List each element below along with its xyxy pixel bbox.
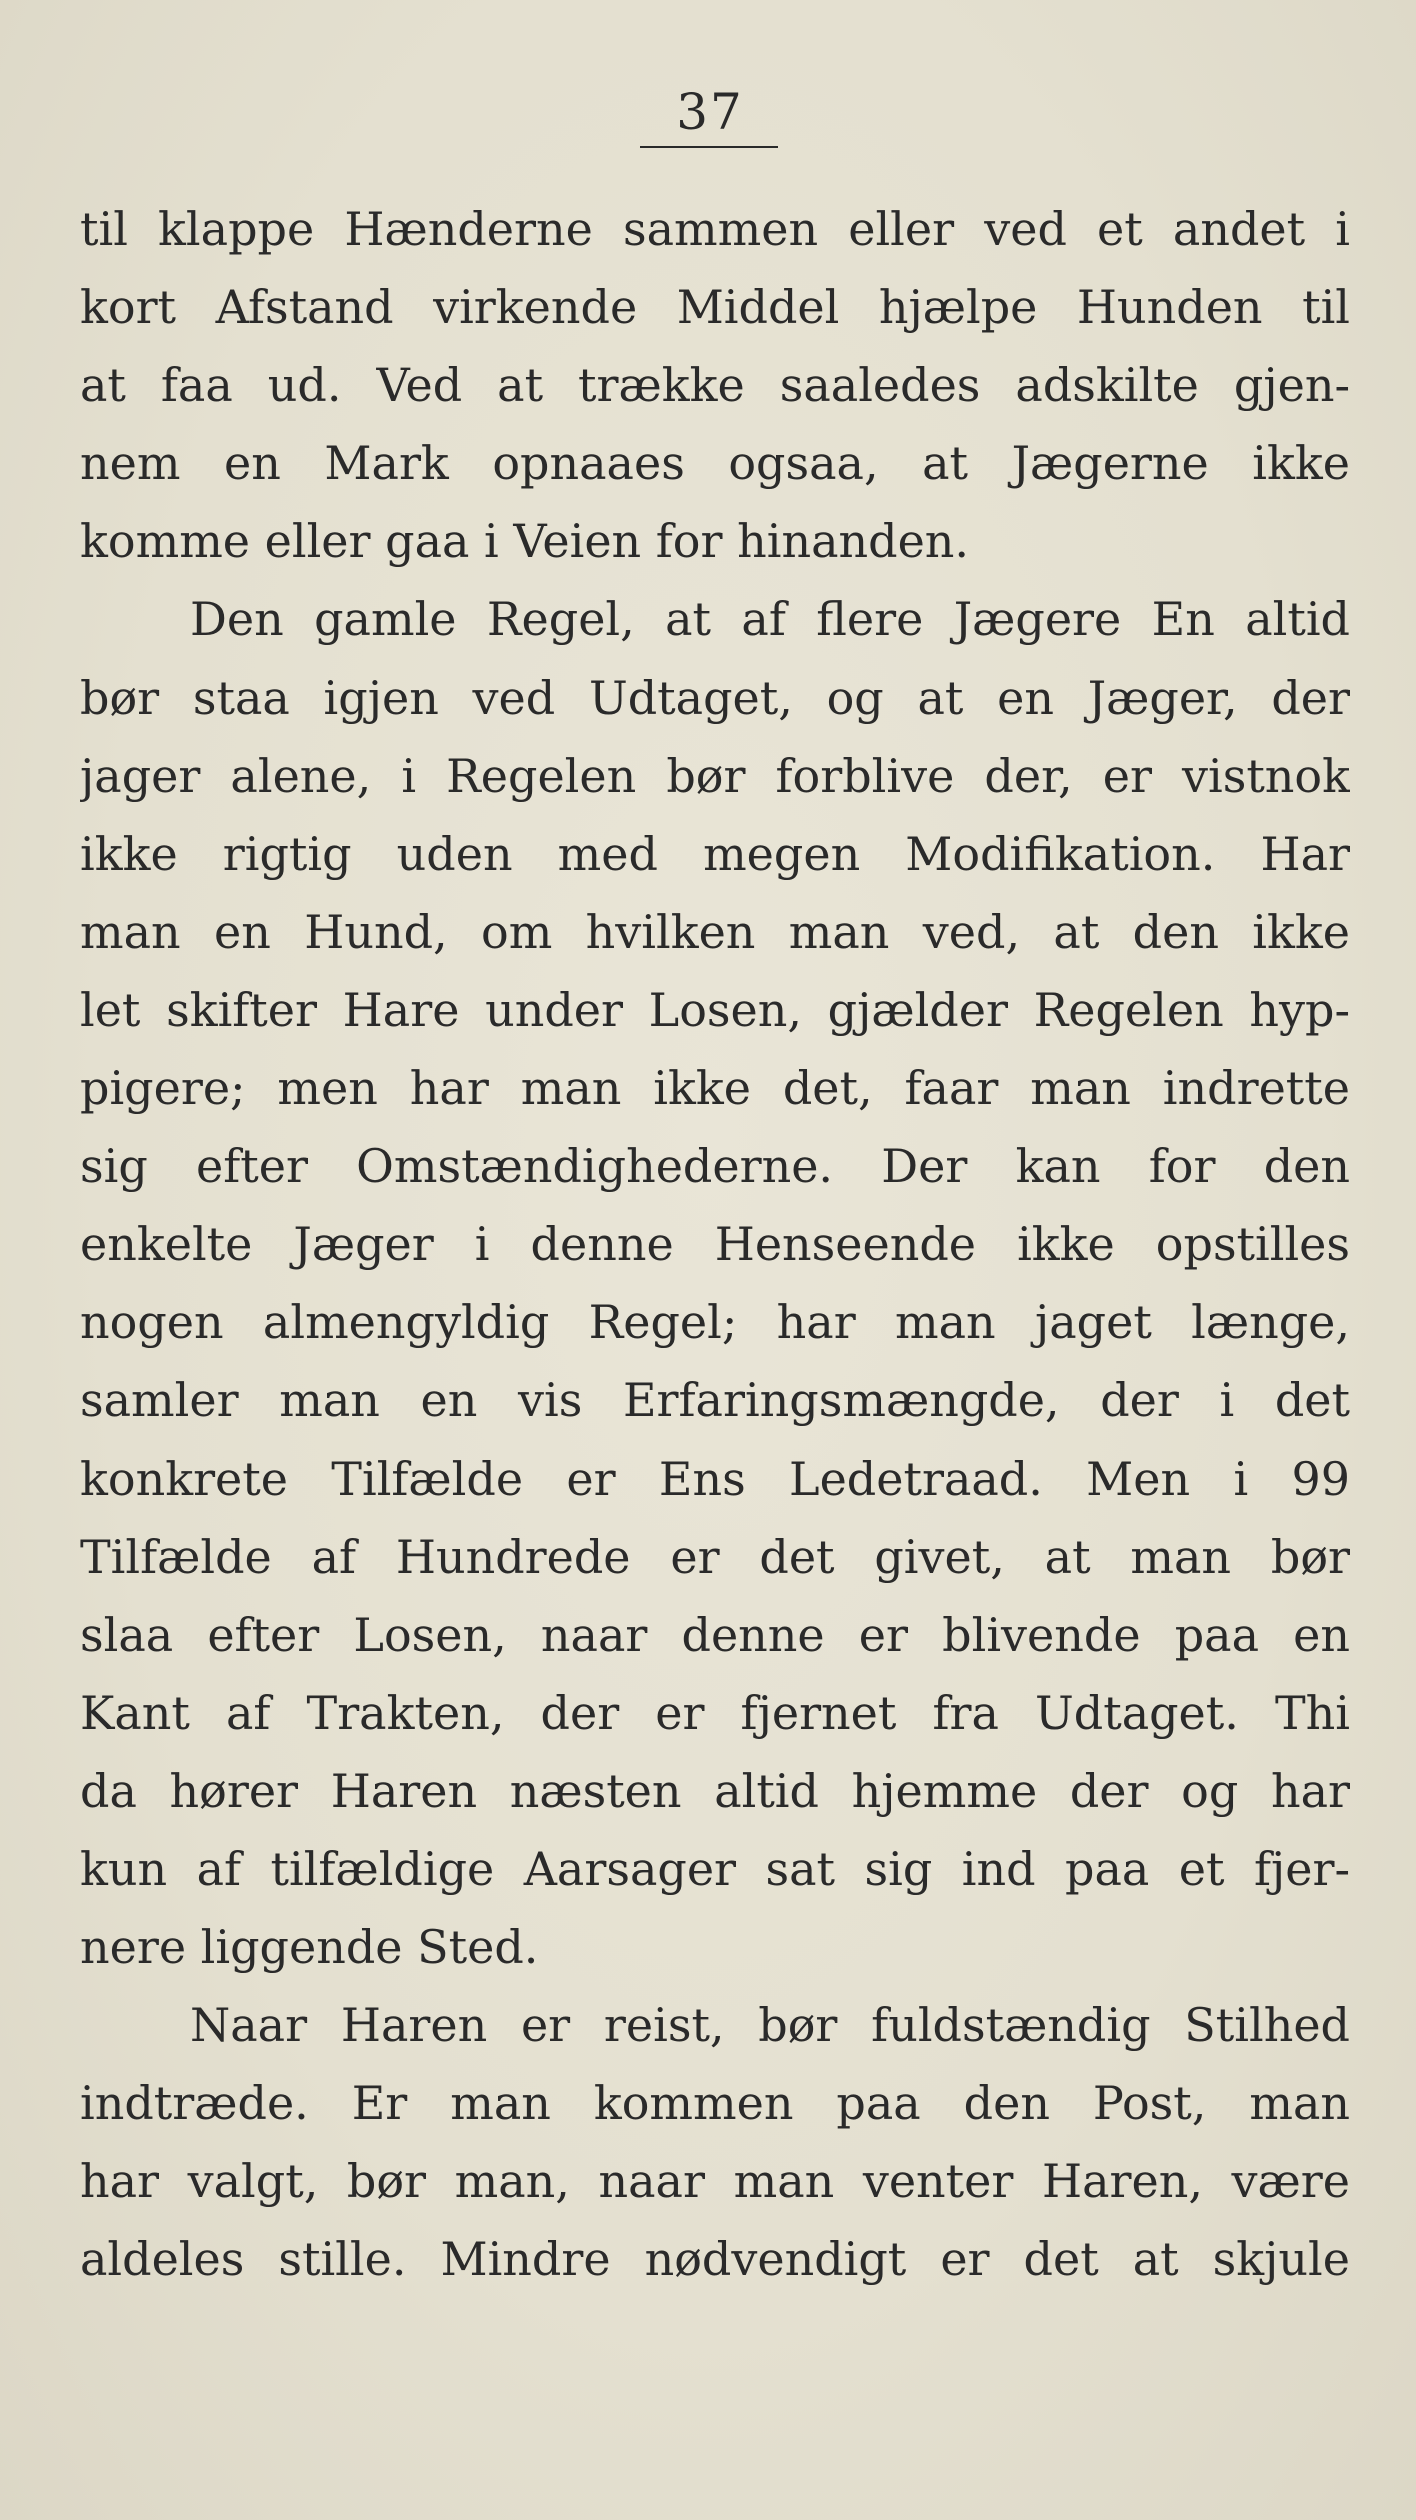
text-line: Naar Haren er reist, bør fuldstændig Stilhed — [190, 1998, 1350, 2053]
text-line: sig efter Omstændighederne. Der kan for den — [80, 1139, 1350, 1194]
paragraph — [80, 1986, 1350, 2298]
text-line: samler man en vis Erfaringsmængde, der i det — [80, 1373, 1350, 1428]
text-line: jager alene, i Regelen bør forblive der, er vistnok — [80, 748, 1350, 803]
text-line: Den gamle Regel, at af flere Jægere En altid — [190, 592, 1350, 647]
text-line: aldeles stille. Mindre nødvendigt er det at skjule — [80, 2232, 1350, 2287]
text-line: pigere; men har man ikke det, faar man indrette — [80, 1061, 1350, 1116]
text-line: nem en Mark opnaaes ogsaa, at Jægerne ikke — [80, 436, 1350, 491]
text-line: komme eller gaa i Veien for hinanden. — [80, 514, 970, 569]
text-line: indtræde. Er man kommen paa den Post, man — [80, 2076, 1350, 2131]
text-line: ikke rigtig uden med megen Modifikation. Har — [80, 826, 1350, 881]
page-number: 37 — [676, 83, 744, 141]
text-line: nogen almengyldig Regel; har man jaget længe, — [80, 1295, 1350, 1350]
paragraph — [80, 580, 1350, 1986]
body-text — [80, 190, 1350, 2299]
text-line: enkelte Jæger i denne Henseende ikke opstilles — [80, 1217, 1350, 1272]
page-number-rule — [640, 146, 778, 148]
text-line: Tilfælde af Hundrede er det givet, at man bør — [80, 1529, 1350, 1584]
text-line: kort Afstand virkende Middel hjælpe Hunden til — [80, 280, 1350, 335]
text-line: da hører Haren næsten altid hjemme der og har — [80, 1763, 1350, 1818]
text-line: bør staa igjen ved Udtaget, og at en Jæger, der — [80, 670, 1350, 725]
paragraph — [80, 190, 1350, 580]
text-line: har valgt, bør man, naar man venter Haren, være — [80, 2154, 1350, 2209]
text-line: man en Hund, om hvilken man ved, at den ikke — [80, 904, 1350, 959]
text-line: konkrete Tilfælde er Ens Ledetraad. Men i 99 — [80, 1451, 1350, 1506]
text-line: til klappe Hænderne sammen eller ved et andet i — [80, 202, 1350, 256]
text-line: nere liggende Sted. — [80, 1920, 539, 1975]
text-line: slaa efter Losen, naar denne er blivende paa en — [80, 1607, 1350, 1662]
text-line: at faa ud. Ved at trække saaledes adskilte gjen- — [80, 358, 1350, 413]
text-line: Kant af Trakten, der er fjernet fra Udtaget. Thi — [80, 1685, 1350, 1740]
text-line: let skifter Hare under Losen, gjælder Regelen hyp- — [80, 982, 1350, 1037]
text-line: kun af tilfældige Aarsager sat sig ind paa et fjer- — [80, 1841, 1350, 1896]
